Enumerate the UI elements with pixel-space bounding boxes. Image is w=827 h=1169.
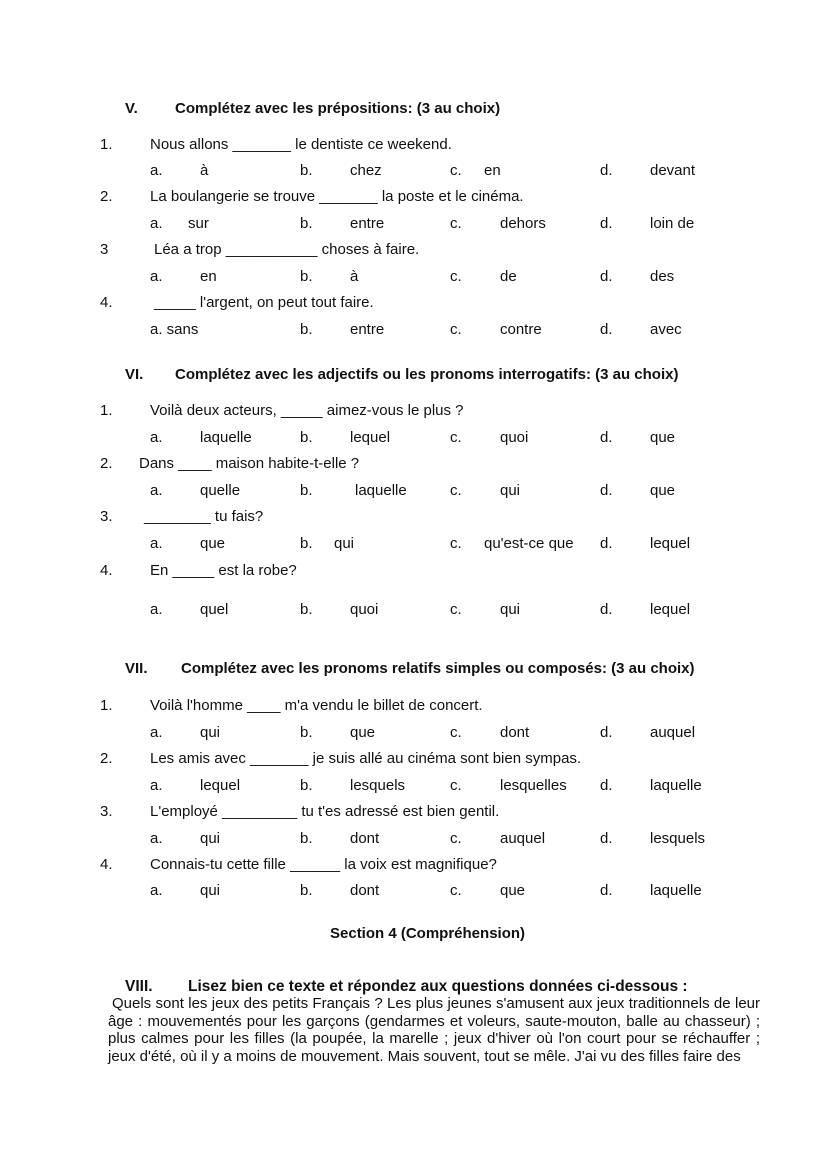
reading-number: VIII. [125, 978, 153, 995]
option-text: lesquelles [500, 777, 567, 794]
question-text: Voilà deux acteurs, _____ aimez-vous le plus ? [150, 402, 464, 419]
option-text: en [484, 162, 501, 179]
option-letter: a. [150, 215, 163, 232]
option-text: lesquels [650, 830, 706, 847]
option-text: lequel [200, 777, 241, 794]
question-text: ________ tu fais? [144, 508, 264, 525]
option-text: laquelle [650, 882, 702, 899]
option-text: lequel [650, 535, 691, 552]
question-text: L'employé _________ tu t'es adressé est bien gentil. [150, 803, 500, 820]
option-letter: b. [300, 601, 313, 618]
question-number: 2. [100, 750, 113, 767]
option-text: loin de [650, 215, 695, 232]
option-text: dont [350, 882, 380, 899]
question-number: 1. [100, 136, 113, 153]
option-letter: d. [600, 777, 613, 794]
option-text: qui [334, 535, 355, 552]
option-text: avec [650, 321, 682, 338]
section-4-title: Section 4 (Compréhension) [330, 925, 526, 942]
option-text: que [200, 535, 226, 552]
question-text: _____ l'argent, on peut tout faire. [154, 294, 374, 311]
option-text: entre [350, 321, 385, 338]
question-text: En _____ est la robe? [150, 562, 297, 579]
option-text: laquelle [355, 482, 407, 499]
option-text: de [500, 268, 517, 285]
option-letter: b. [300, 724, 313, 741]
option-text: à [200, 162, 209, 179]
section-number: V. [125, 100, 138, 117]
option-letter: d. [600, 830, 613, 847]
option-text: dont [500, 724, 530, 741]
option-text: qui [200, 724, 221, 741]
option-text: qu'est-ce que [484, 535, 574, 552]
question-text: Voilà l'homme ____ m'a vendu le billet de concert. [150, 697, 483, 714]
option-letter: b. [300, 535, 313, 552]
question-number: 4. [100, 294, 113, 311]
option-letter: c. [450, 429, 462, 446]
option-text: des [650, 268, 675, 285]
option-letter: c. [450, 215, 462, 232]
option-text: que [650, 482, 676, 499]
option-letter: a. [150, 482, 163, 499]
option-text: entre [350, 215, 385, 232]
option-text: que [350, 724, 376, 741]
option-letter: a. [150, 882, 163, 899]
option-letter: b. [300, 830, 313, 847]
option-letter: d. [600, 321, 613, 338]
option-text: qui [500, 482, 521, 499]
option-text: quoi [350, 601, 379, 618]
option-text: qui [200, 882, 221, 899]
section-title: Complétez avec les adjectifs ou les pronoms interrogatifs: (3 au choix) [175, 366, 679, 383]
option-text: lequel [650, 601, 691, 618]
option-text: devant [650, 162, 696, 179]
option-text: quel [200, 601, 229, 618]
question-text: Les amis avec _______ je suis allé au cinéma sont bien sympas. [150, 750, 582, 767]
option-text: sur [188, 215, 209, 232]
option-letter: d. [600, 482, 613, 499]
option-letter: c. [450, 535, 462, 552]
option-letter: b. [300, 777, 313, 794]
option-letter: c. [450, 482, 462, 499]
option-letter: d. [600, 162, 613, 179]
option-letter: a. [150, 777, 163, 794]
option-text: qui [200, 830, 221, 847]
option-letter: c. [450, 830, 462, 847]
option-letter: c. [450, 777, 462, 794]
question-text: Connais-tu cette fille ______ la voix est magnifique? [150, 856, 497, 873]
option-text: laquelle [650, 777, 702, 794]
option-text: que [650, 429, 676, 446]
option-letter: d. [600, 535, 613, 552]
option-letter: a. [150, 429, 163, 446]
option-letter: b. [300, 321, 313, 338]
reading-title: Lisez bien ce texte et répondez aux questions données ci-dessous : [188, 978, 688, 995]
option-letter: b. [300, 215, 313, 232]
option-text: chez [350, 162, 382, 179]
option-text: dont [350, 830, 380, 847]
option-letter: c. [450, 162, 462, 179]
option-text: contre [500, 321, 542, 338]
option-letter: a. [150, 535, 163, 552]
question-number: 3 [100, 241, 109, 258]
option-text: auquel [500, 830, 546, 847]
question-number: 3. [100, 803, 113, 820]
option-letter: d. [600, 882, 613, 899]
option-text: que [500, 882, 526, 899]
option-letter: b. [300, 268, 313, 285]
option-text: qui [500, 601, 521, 618]
option-letter: a. [150, 601, 163, 618]
option-letter: d. [600, 215, 613, 232]
option-letter: d. [600, 724, 613, 741]
option-letter: c. [450, 601, 462, 618]
option-text: lequel [350, 429, 391, 446]
option-letter: a. [150, 830, 163, 847]
question-number: 1. [100, 402, 113, 419]
option-letter: d. [600, 601, 613, 618]
question-text: La boulangerie se trouve _______ la poste et le cinéma. [150, 188, 524, 205]
option-letter: a. [150, 724, 163, 741]
reading-text: Quels sont les jeux des petits Français ? Les plus jeunes s'amusent aux jeux traditionnels de leur âge : mouvementés pour les garçons (gendarmes et voleurs, saute-mouton, balle au chasseur) ; plus calmes pour les filles (la poupée, la marelle ; jeux d'hiver où l'on court pour se réchauffer ; jeux d'été, où il y a moins de mouvement. Mais souvent, tout se mêle. J'ai vu des filles faire des [108, 995, 760, 1066]
option-letter: a. sans [150, 321, 199, 338]
option-text: dehors [500, 215, 546, 232]
option-letter: c. [450, 724, 462, 741]
question-number: 4. [100, 856, 113, 873]
option-letter: b. [300, 882, 313, 899]
question-number: 2. [100, 188, 113, 205]
option-text: à [350, 268, 359, 285]
section-number: VI. [125, 366, 144, 383]
option-text: en [200, 268, 217, 285]
question-text: Dans ____ maison habite-t-elle ? [139, 455, 360, 472]
option-text: quoi [500, 429, 529, 446]
question-text: Léa a trop ___________ choses à faire. [154, 241, 420, 258]
option-text: auquel [650, 724, 696, 741]
option-text: quelle [200, 482, 241, 499]
option-letter: a. [150, 268, 163, 285]
option-letter: c. [450, 321, 462, 338]
option-letter: c. [450, 268, 462, 285]
option-letter: d. [600, 268, 613, 285]
section-number: VII. [125, 660, 148, 677]
option-letter: a. [150, 162, 163, 179]
option-text: laquelle [200, 429, 252, 446]
option-letter: d. [600, 429, 613, 446]
question-number: 4. [100, 562, 113, 579]
section-title: Complétez avec les prépositions: (3 au choix) [175, 100, 501, 117]
option-letter: b. [300, 162, 313, 179]
question-number: 2. [100, 455, 113, 472]
question-number: 1. [100, 697, 113, 714]
section-title: Complétez avec les pronoms relatifs simples ou composés: (3 au choix) [181, 660, 695, 677]
option-letter: b. [300, 482, 313, 499]
question-number: 3. [100, 508, 113, 525]
option-letter: b. [300, 429, 313, 446]
option-text: lesquels [350, 777, 406, 794]
option-letter: c. [450, 882, 462, 899]
question-text: Nous allons _______ le dentiste ce weekend. [150, 136, 452, 153]
